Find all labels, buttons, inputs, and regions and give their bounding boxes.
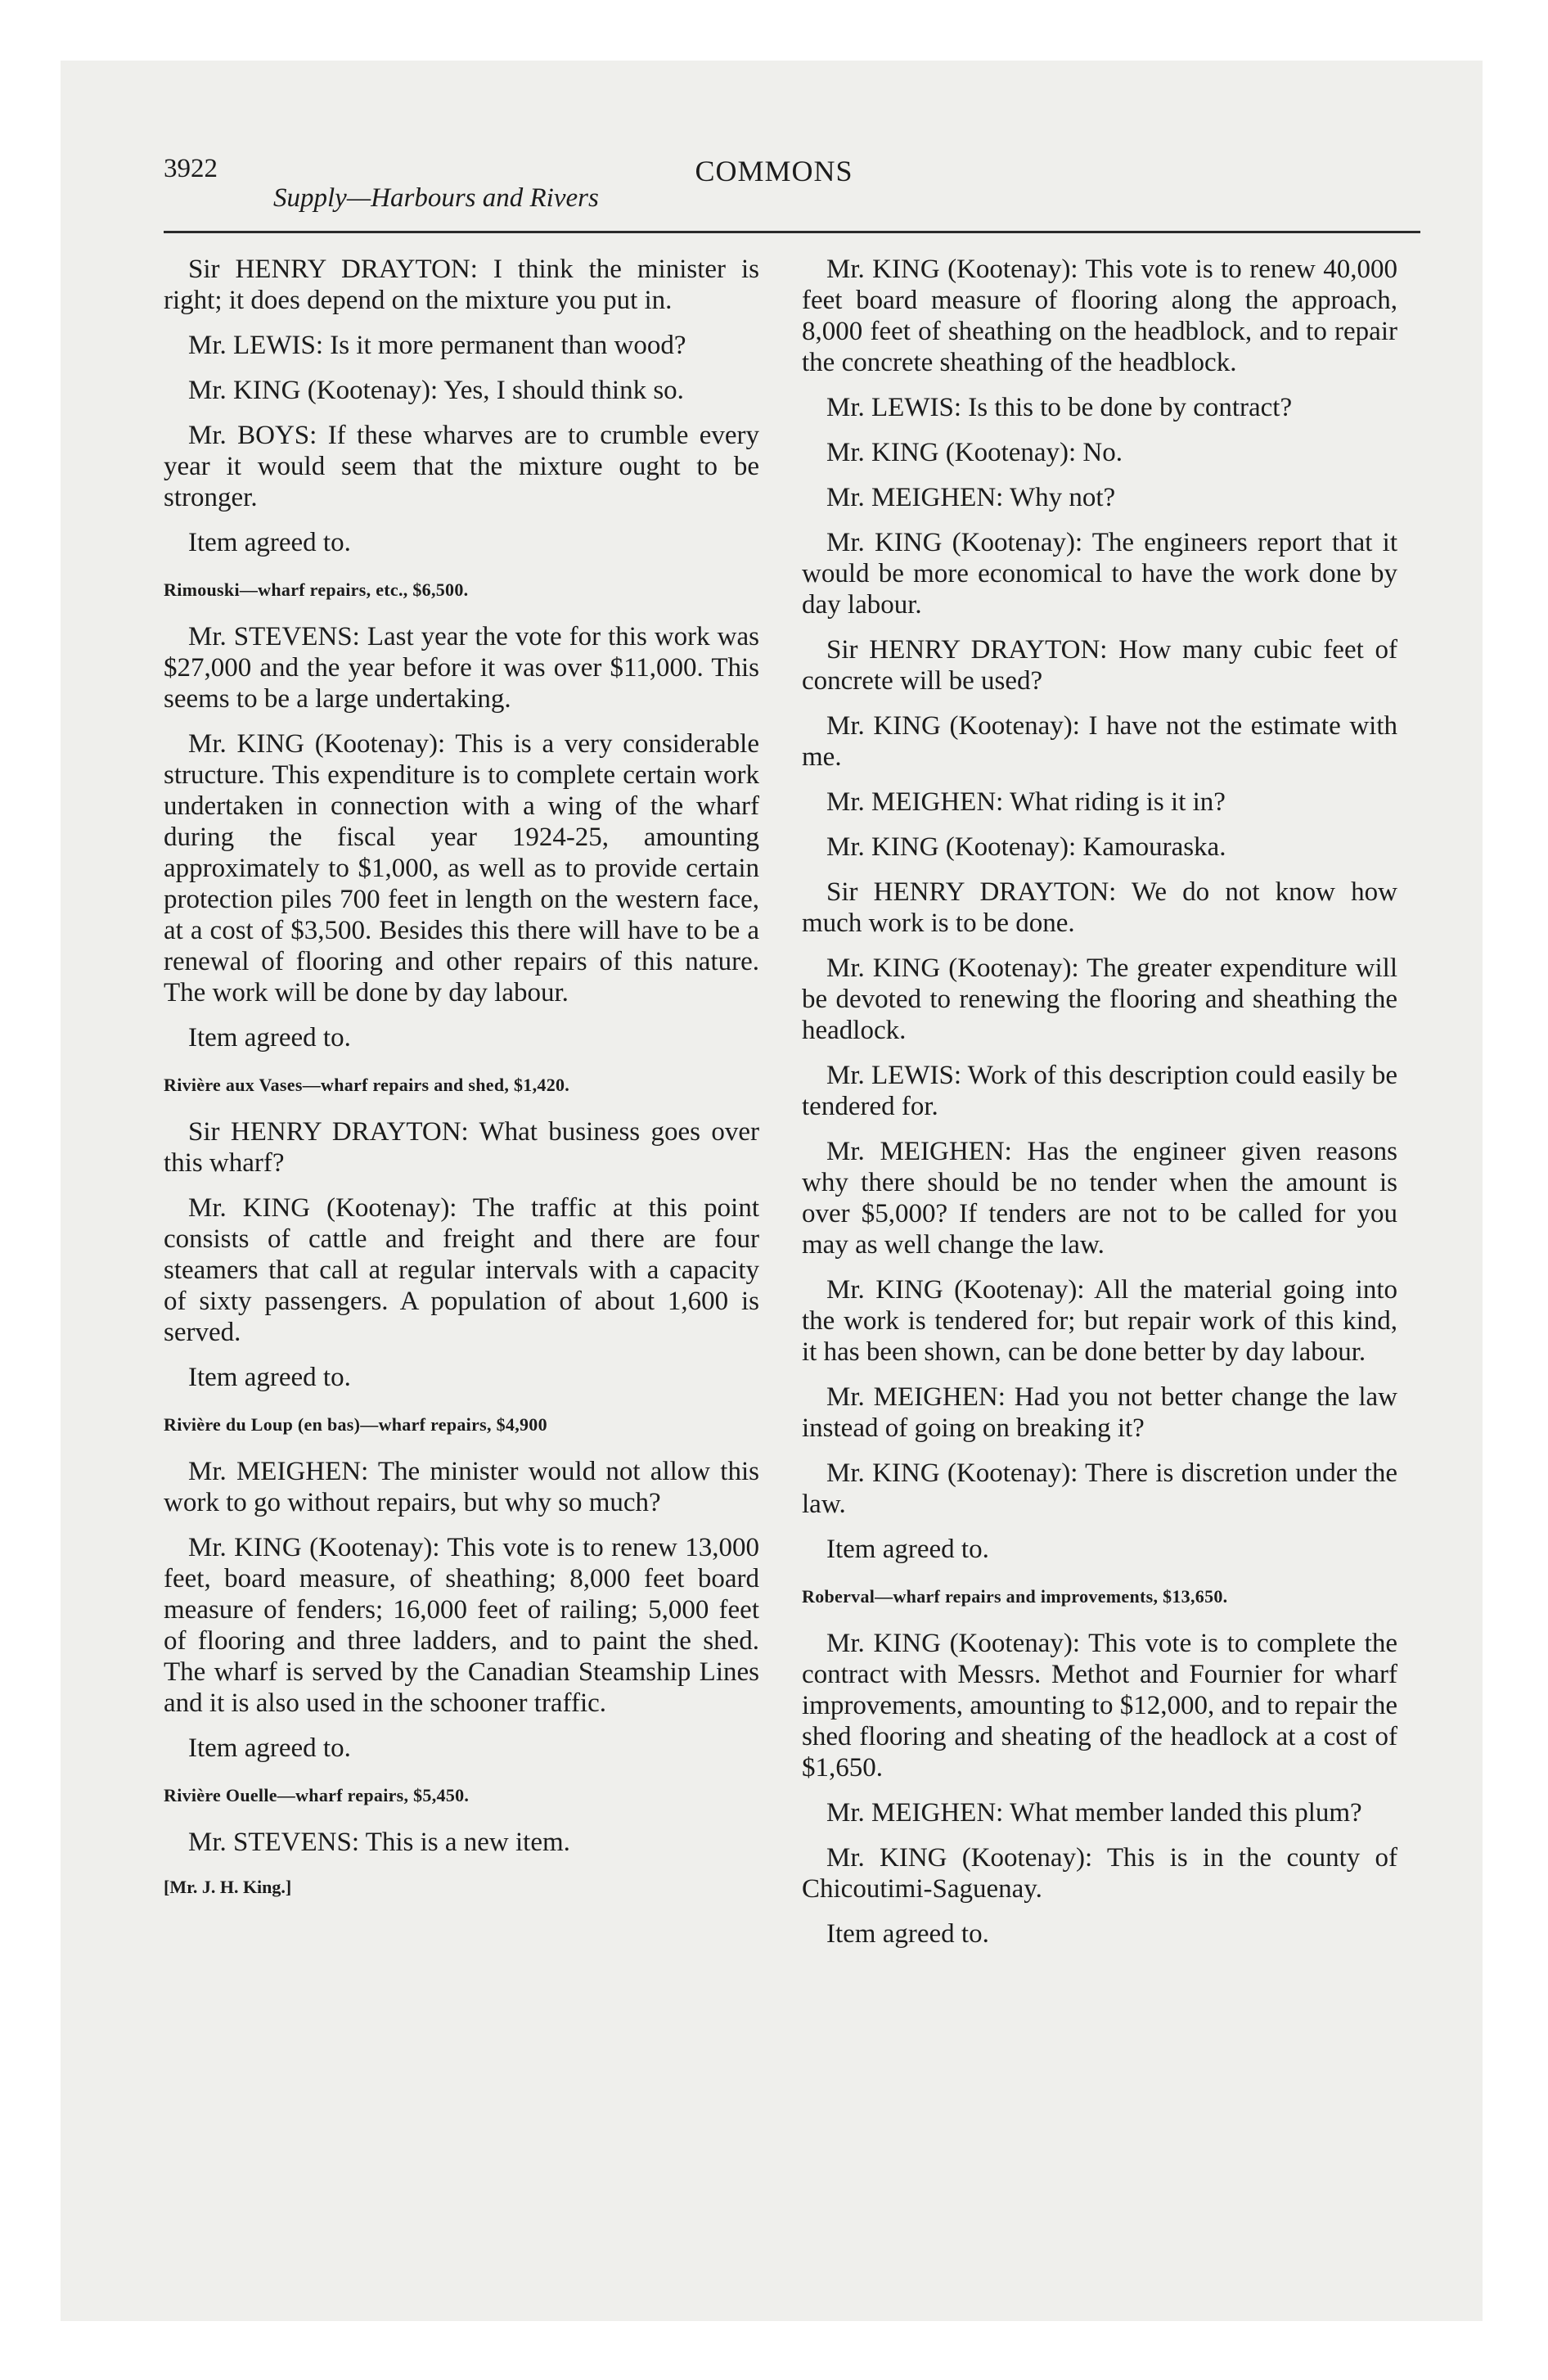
header-rule	[164, 231, 1420, 233]
speech-paragraph: Mr. KING (Kootenay): No.	[826, 438, 1123, 467]
speech-paragraph: Sir HENRY DRAYTON: What business goes over this wharf?	[164, 1117, 759, 1178]
speech-paragraph: Sir HENRY DRAYTON: How many cubic feet of concrete will be used?	[802, 635, 1397, 696]
speech-paragraph: Sir HENRY DRAYTON: We do not know how much work is to be done.	[802, 877, 1397, 938]
speech-paragraph: Mr. MEIGHEN: Has the engineer given reasons why there should be no tender when the amount is over $5,000? If tenders are not to be called for you may as well change the law.	[802, 1137, 1397, 1260]
speech-paragraph: Mr. KING (Kootenay): All the material going into the work is tendered for; but repair work of this kind, it has been shown, can be done better by day labour.	[802, 1275, 1397, 1367]
speech-paragraph: Mr. MEIGHEN: The minister would not allow this work to go without repairs, but why so much?	[164, 1457, 759, 1517]
speech-paragraph: Mr. MEIGHEN: What member landed this plum?	[826, 1798, 1362, 1828]
speech-paragraph: Mr. MEIGHEN: Had you not better change the law instead of going on breaking it?	[802, 1382, 1397, 1443]
speaker-byline: [Mr. J. H. King.]	[164, 1877, 292, 1897]
speech-paragraph: Mr. KING (Kootenay): This is a very considerable structure. This expenditure is to complete certain work undertaken in connection with a wing of the wharf during the fiscal year 1924-25, amounting approximately to $1,000, as well as to provide certain protection piles 700 feet in length on the western face, at a cost of $3,500. Besides this there will have to be a renewal of flooring and other repairs of this nature. The work will be done by day labour.	[164, 729, 759, 1007]
item-agreed-line: Item agreed to.	[188, 528, 351, 557]
speech-paragraph: Mr. BOYS: If these wharves are to crumble every year it would seem that the mixture ought to be stronger.	[164, 421, 759, 512]
speech-paragraph: Mr. LEWIS: Work of this description could easily be tendered for.	[802, 1061, 1397, 1121]
speech-paragraph: Mr. MEIGHEN: Why not?	[826, 483, 1116, 512]
item-agreed-line: Item agreed to.	[188, 1733, 351, 1763]
speech-paragraph: Mr. STEVENS: Last year the vote for this work was $27,000 and the year before it was over $11,000. This seems to be a large undertaking.	[164, 622, 759, 714]
speech-paragraph: Mr. KING (Kootenay): This vote is to renew 40,000 feet board measure of flooring along the approach, 8,000 feet of sheathing on the headblock, and to repair the concrete sheathing of the headblock.	[802, 255, 1397, 377]
speech-paragraph: Mr. STEVENS: This is a new item.	[188, 1828, 570, 1857]
speech-paragraph: Mr. KING (Kootenay): This is in the county of Chicoutimi-Saguenay.	[802, 1843, 1397, 1904]
left-column	[164, 254, 759, 1903]
item-agreed-line: Item agreed to.	[826, 1919, 989, 1949]
speech-paragraph: Mr. KING (Kootenay): There is discretion under the law.	[802, 1458, 1397, 1519]
speech-paragraph: Mr. KING (Kootenay): The engineers report that it would be more economical to have the work done by day labour.	[802, 528, 1397, 620]
speech-paragraph: Mr. LEWIS: Is it more permanent than wood?	[188, 331, 686, 360]
item-agreed-line: Item agreed to.	[188, 1023, 351, 1053]
speech-paragraph: Mr. KING (Kootenay): Yes, I should think so.	[188, 376, 684, 405]
vote-heading: Rivière Ouelle—wharf repairs, $5,450.	[164, 1785, 470, 1805]
speech-paragraph: Mr. KING (Kootenay): The greater expenditure will be devoted to renewing the flooring and sheathing the headlock.	[802, 953, 1397, 1045]
running-head: COMMONS	[695, 155, 853, 187]
item-agreed-line: Item agreed to.	[188, 1363, 351, 1392]
vote-heading: Rivière aux Vases—wharf repairs and shed, $1,420.	[164, 1075, 570, 1095]
right-column	[802, 254, 1397, 1970]
speech-paragraph: Mr. KING (Kootenay): Kamouraska.	[826, 832, 1226, 862]
vote-heading: Roberval—wharf repairs and improvements, $13,650.	[802, 1586, 1228, 1607]
speech-paragraph: Mr. LEWIS: Is this to be done by contract?	[826, 393, 1293, 422]
speech-paragraph: Mr. KING (Kootenay): I have not the estimate with me.	[802, 711, 1397, 772]
section-heading: Supply—Harbours and Rivers	[273, 183, 599, 213]
page-number: 3922	[164, 154, 218, 183]
speech-paragraph: Sir HENRY DRAYTON: I think the minister is right; it does depend on the mixture you put in.	[164, 255, 759, 315]
speech-paragraph: Mr. KING (Kootenay): The traffic at this point consists of cattle and freight and there are four steamers that call at regular intervals with a capacity of sixty passengers. A population of about 1,600 is served.	[164, 1193, 759, 1347]
vote-heading: Rivière du Loup (en bas)—wharf repairs, $4,900	[164, 1414, 547, 1435]
speech-paragraph: Mr. KING (Kootenay): This vote is to renew 13,000 feet, board measure, of sheathing; 8,000 feet board measure of fenders; 16,000 feet of railing; 5,000 feet of flooring and three ladders, and to paint the shed. The wharf is served by the Canadian Steamship Lines and it is also used in the schooner traffic.	[164, 1533, 759, 1718]
speech-paragraph: Mr. MEIGHEN: What riding is it in?	[826, 787, 1226, 817]
speech-paragraph: Mr. KING (Kootenay): This vote is to complete the contract with Messrs. Methot and Fournier for wharf improvements, amounting to $12,000, and to repair the shed flooring and sheating of the headlock at a cost of $1,650.	[802, 1629, 1397, 1783]
item-agreed-line: Item agreed to.	[826, 1535, 989, 1564]
vote-heading: Rimouski—wharf repairs, etc., $6,500.	[164, 579, 469, 600]
